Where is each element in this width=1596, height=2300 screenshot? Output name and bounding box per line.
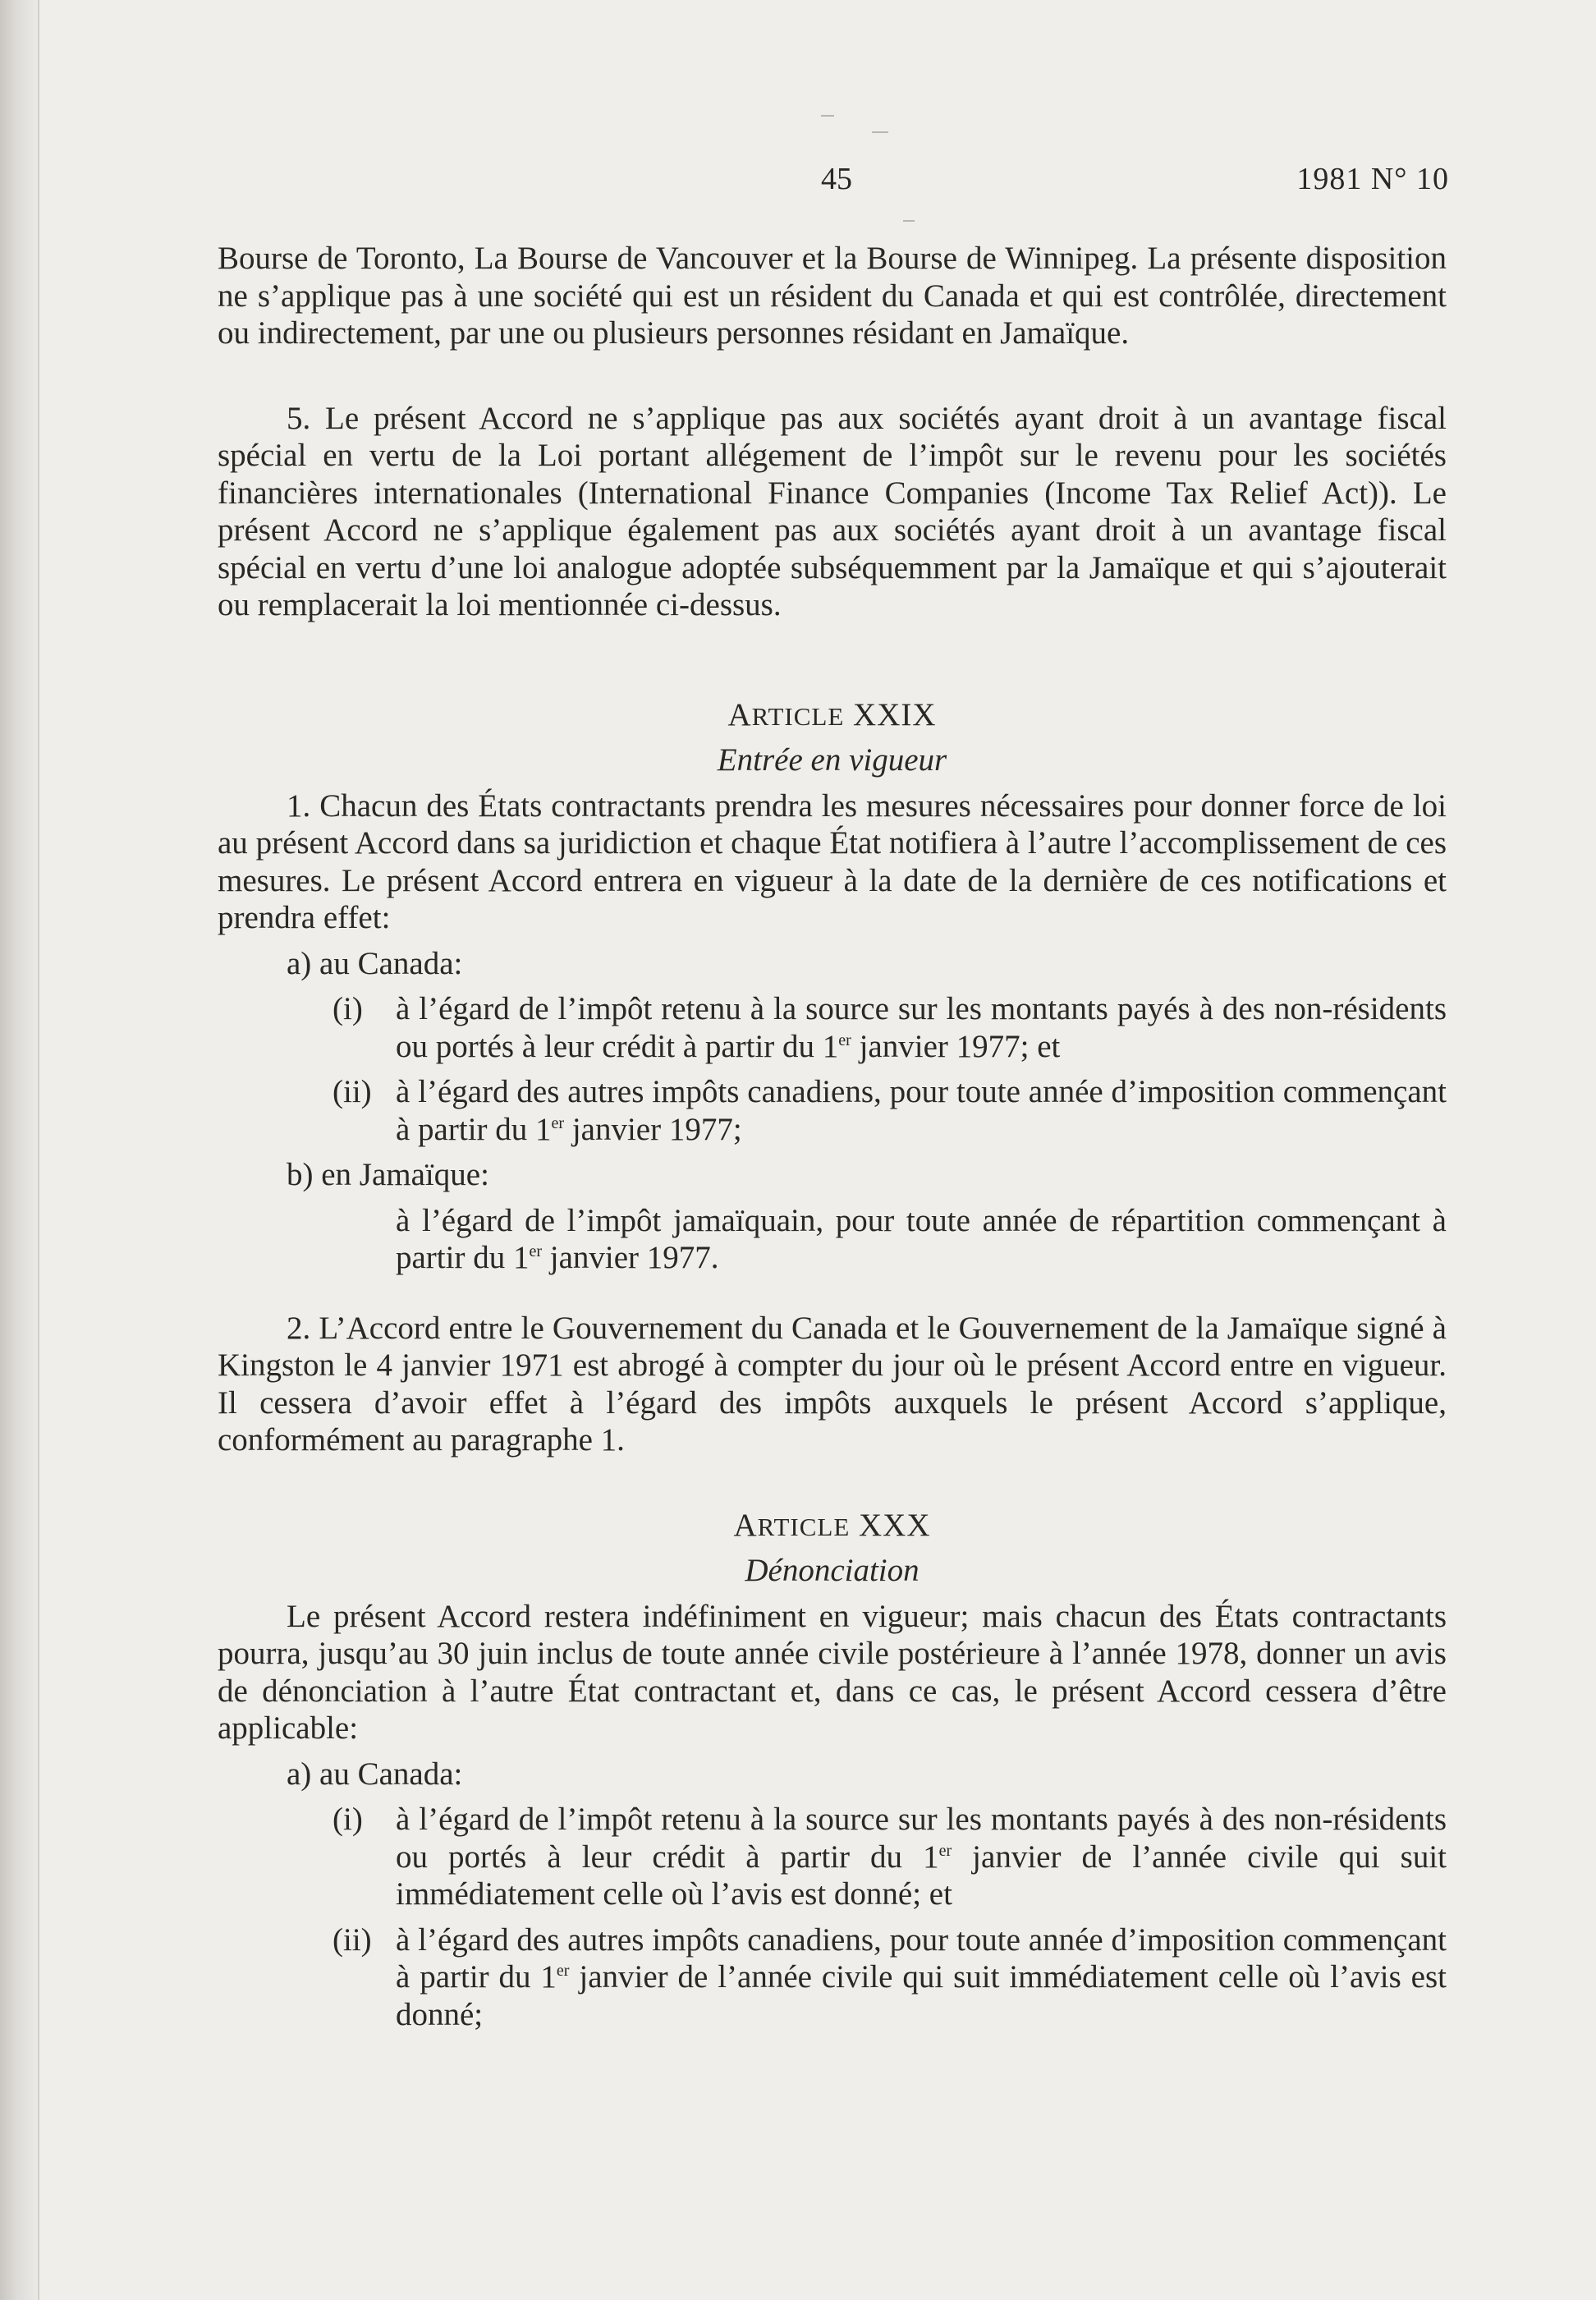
article-xxix-paragraph-1: 1. Chacun des États contractants prendra les mesures nécessaires pour donner force de loi au présent Accord dans sa juridiction et chaque État notifiera à l’autre l’accomplissement de ces mesures. Le présent Accord entrera en vigueur à la date de la dernière de ces notifications et prendra effet: — [218, 787, 1447, 935]
article-xxix-item-b-text — [396, 1202, 1447, 1277]
article-xxix-heading — [218, 696, 1447, 736]
page-gutter-edge — [38, 0, 39, 2300]
clause-number: (i) — [332, 1802, 363, 1837]
carryover-paragraph: Bourse de Toronto, La Bourse de Vancouver et la Bourse de Winnipeg. La présente disposition ne s’applique pas à une société qui est un résident du Canada et qui est contrôlée, directement ou indirectement, par une ou plusieurs personnes résidant en Jamaïque. — [218, 241, 1447, 351]
article-xxx-paragraph: Le présent Accord restera indéfiniment en vigueur; mais chacun des États contractants pourra, jusqu’au 30 juin inclus de toute année civile postérieure à l’année 1978, donner un avis de dénonciation à l’autre État contractant et, dans ce cas, le présent Accord cessera d’être applicable: — [218, 1598, 1447, 1746]
clause-text: à l’égard des autres impôts canadiens, pour toute année d’imposition commençant à partir du 1 — [396, 1074, 1447, 1147]
article-heading-smallcaps: RTICLE — [757, 1512, 851, 1541]
article-xxix-paragraph-2: 2. L’Accord entre le Gouvernement du Canada et le Gouvernement de la Jamaïque signé à Kingston le 4 janvier 1971 est abrogé à compter du jour où le présent Accord entre en vigueur. Il cessera d’avoir effet à l’égard des impôts auxquels le présent Accord s’applique, conformément au paragraphe 1. — [218, 1310, 1447, 1458]
article-heading-smallcaps: RTICLE — [751, 701, 845, 731]
ordinal-superscript: er — [529, 1242, 543, 1260]
clause-text: à l’égard des autres impôts canadiens, pour toute année d’imposition commençant à partir du 1 — [396, 1921, 1447, 1995]
article-heading-initial: A — [727, 696, 752, 732]
article-xxx-subtitle: Dénonciation — [745, 1553, 920, 1588]
clause-text-end: janvier de l’année civile qui suit immédiatement celle où l’avis est donné; — [396, 1959, 1447, 2032]
clause-text-end: janvier 1977; et — [851, 1028, 1061, 1064]
article-xxix-item-b-label: b) en Jamaïque: — [287, 1157, 489, 1192]
clause-text: à l’égard de l’impôt retenu à la source sur les montants payés à des non-résidents ou portés à leur crédit à partir du 1 — [396, 991, 1447, 1064]
paper-speck — [872, 131, 888, 133]
clause-text: à l’égard de l’impôt retenu à la source sur les montants payés à des non-résidents ou portés à leur crédit à partir du 1 — [396, 1802, 1447, 1875]
article-xxx-item-a-label: a) au Canada: — [287, 1756, 463, 1792]
page-gutter-shadow — [0, 0, 38, 2300]
article-heading-number: XXIX — [853, 696, 937, 732]
ordinal-superscript: er — [556, 1962, 570, 1980]
article-xxx-clause-a-ii — [332, 1921, 1447, 2034]
ordinal-superscript: er — [551, 1113, 565, 1132]
page-body — [218, 240, 1447, 2033]
article-xxix-subtitle: Entrée en vigueur — [717, 742, 947, 778]
ordinal-superscript: er — [938, 1841, 952, 1860]
section-spacer — [218, 1459, 1447, 1507]
paper-speck — [821, 115, 834, 117]
paragraph-5: 5. Le présent Accord ne s’applique pas aux sociétés ayant droit à un avantage fiscal spécial en vertu de la Loi portant allégement de l’impôt sur le revenu pour les sociétés financières internationales (International Finance Companies (Income Tax Relief Act)). Le présent Accord ne s’applique également pas aux sociétés ayant droit à un avantage fiscal spécial en vertu d’une loi analogue adoptée subséquemment par la Jamaïque et qui s’ajouterait ou remplacerait la loi mentionnée ci-dessus. — [218, 400, 1447, 622]
article-heading-number: XXX — [859, 1507, 931, 1543]
clause-number: (ii) — [332, 1921, 372, 1958]
clause-text-end: janvier 1977; — [564, 1111, 742, 1147]
article-xxx-clause-a-i — [332, 1801, 1447, 1913]
clause-text-end: janvier de l’année civile qui suit immédiatement celle où l’avis est donné; et — [396, 1839, 1447, 1912]
article-xxix-clause-a-i — [332, 990, 1447, 1065]
article-xxix-clause-a-ii — [332, 1073, 1447, 1148]
ordinal-superscript: er — [838, 1031, 851, 1049]
page-number: 45 — [821, 162, 852, 196]
article-xxix-item-a-label: a) au Canada: — [287, 945, 463, 981]
article-heading-initial: A — [733, 1507, 758, 1543]
clause-number: (ii) — [332, 1074, 372, 1109]
page-header — [218, 161, 1449, 204]
article-xxx-heading — [218, 1507, 1447, 1546]
paper-speck — [903, 220, 915, 222]
clause-text: à l’égard de l’impôt jamaïquain, pour toute année de répartition commençant à partir du 1 — [396, 1202, 1447, 1275]
section-spacer — [218, 672, 1447, 696]
clause-number: (i) — [332, 991, 363, 1026]
clause-text-end: janvier 1977. — [542, 1240, 719, 1275]
statute-reference: 1981 N° 10 — [1296, 162, 1449, 196]
